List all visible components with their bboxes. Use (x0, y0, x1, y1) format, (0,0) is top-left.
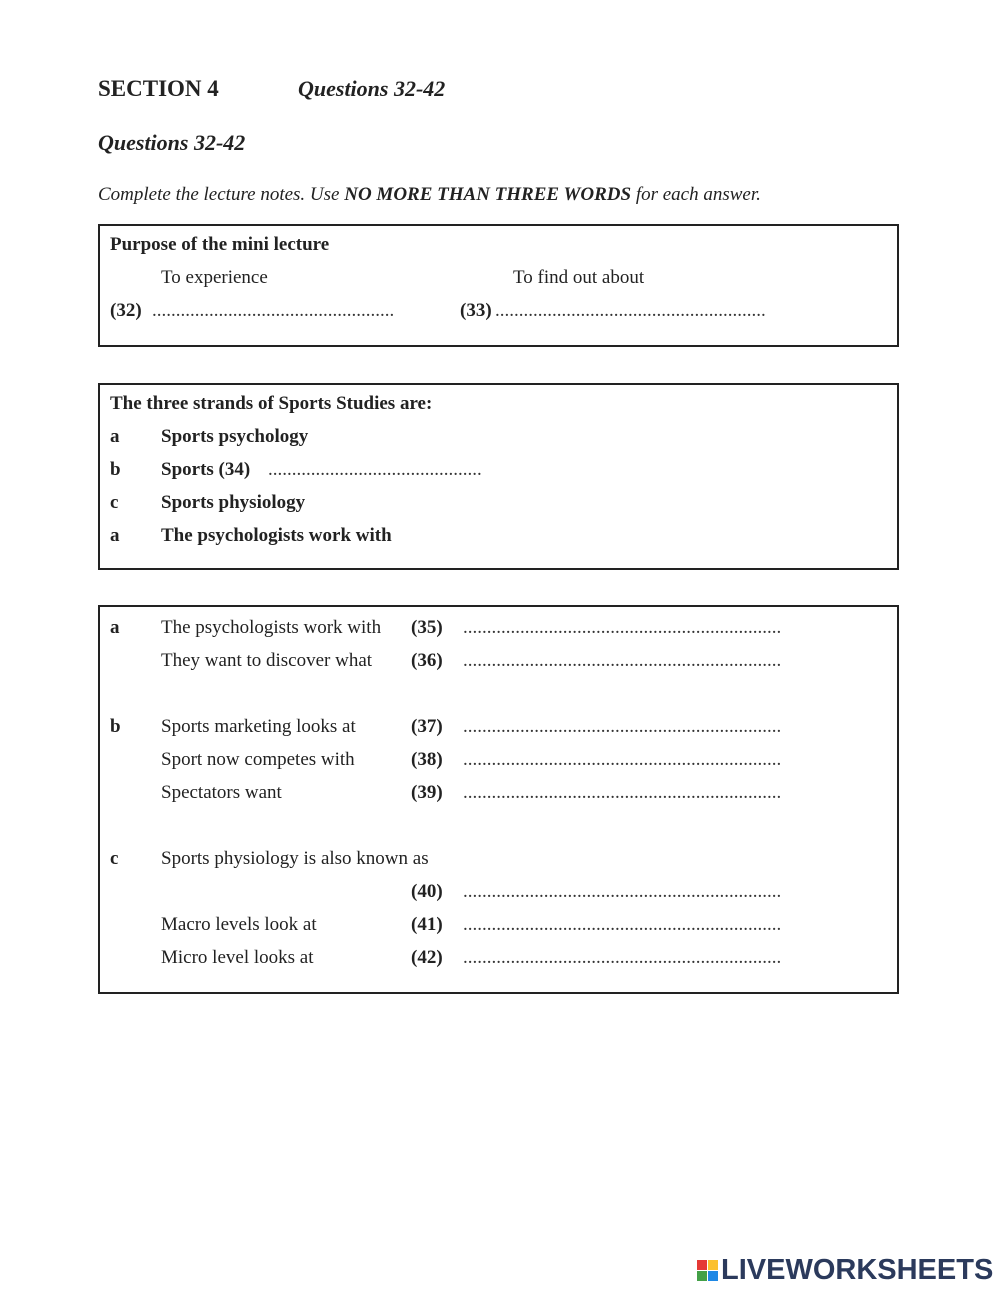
col-find-out-label: To find out about (513, 267, 645, 288)
logo-blocks-icon (697, 1260, 718, 1281)
questions-subheading: Questions 32-42 (98, 130, 246, 155)
q37-answer-blank[interactable]: ................................................................... (463, 716, 782, 737)
strand-letter: c (110, 492, 119, 513)
section-questions: Questions 32-42 (298, 76, 446, 101)
strand-letter: b (110, 459, 121, 480)
q39-number: (39) (411, 782, 443, 803)
col-experience-label: To experience (161, 267, 268, 288)
q33-number: (33) (460, 300, 492, 321)
strand-letter: a (110, 426, 120, 447)
strand-item: Sports psychology (161, 426, 309, 447)
q35-number: (35) (411, 617, 443, 638)
q37-number: (37) (411, 716, 443, 737)
row-label: Sports physiology is also known as (161, 848, 429, 869)
q40-answer-blank[interactable]: ................................................................... (463, 881, 782, 902)
section-title: SECTION 4 (98, 76, 219, 101)
instruction-pre: Complete the lecture notes. Use (98, 184, 345, 205)
q36-number: (36) (411, 650, 443, 671)
row-label: Sports marketing looks at (161, 716, 356, 737)
row-label: Macro levels look at (161, 914, 317, 935)
q32-number: (32) (110, 300, 142, 321)
strand-letter: a (110, 525, 120, 546)
q38-number: (38) (411, 749, 443, 770)
q40-number: (40) (411, 881, 443, 902)
liveworksheets-logo (697, 1254, 993, 1286)
instruction-bold: NO MORE THAN THREE WORDS (344, 184, 632, 205)
q38-answer-blank[interactable]: ................................................................... (463, 749, 782, 770)
strand-item: Sports physiology (161, 492, 306, 513)
purpose-title: Purpose of the mini lecture (110, 234, 330, 255)
logo-text: LIVEWORKSHEETS (721, 1253, 994, 1286)
row-label: The psychologists work with (161, 617, 382, 638)
row-label: Spectators want (161, 782, 282, 803)
q34-answer-blank[interactable]: ............................................. (268, 459, 482, 480)
group-letter-a: a (110, 617, 120, 638)
q33-answer-blank[interactable]: ......................................................... (495, 300, 766, 321)
q41-number: (41) (411, 914, 443, 935)
group-letter-c: c (110, 848, 119, 869)
q39-answer-blank[interactable]: ................................................................... (463, 782, 782, 803)
row-label: Sport now competes with (161, 749, 355, 770)
q36-answer-blank[interactable]: ................................................................... (463, 650, 782, 671)
row-label: They want to discover what (161, 650, 373, 671)
instruction-text (98, 184, 761, 206)
q42-answer-blank[interactable]: ................................................................... (463, 947, 782, 968)
strand-item: The psychologists work with (161, 525, 392, 546)
purpose-box (98, 224, 899, 347)
strands-title: The three strands of Sports Studies are: (110, 393, 433, 414)
details-box (98, 605, 899, 994)
strands-box (98, 383, 899, 570)
strand-item: Sports (34) (161, 459, 251, 480)
group-letter-b: b (110, 716, 121, 737)
q32-answer-blank[interactable]: ................................................... (152, 300, 395, 321)
q41-answer-blank[interactable]: ................................................................... (463, 914, 782, 935)
row-label: Micro level looks at (161, 947, 314, 968)
q35-answer-blank[interactable]: ................................................................... (463, 617, 782, 638)
instruction-post: for each answer. (631, 184, 761, 205)
q42-number: (42) (411, 947, 443, 968)
